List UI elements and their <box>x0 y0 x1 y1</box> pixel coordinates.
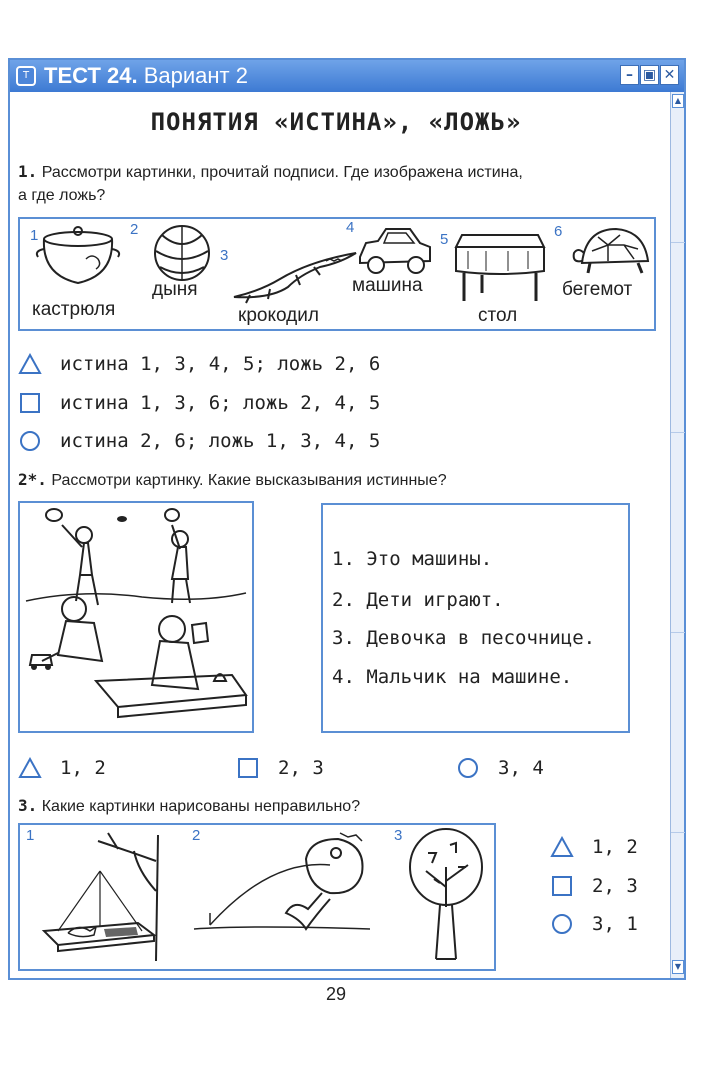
q2-statements-box <box>321 503 630 733</box>
q1-option-square[interactable] <box>18 391 438 417</box>
square-icon <box>18 392 42 414</box>
q3-number: 3. <box>18 796 38 815</box>
q1-picture-number: 2 <box>130 221 139 238</box>
crocodile-picture <box>230 245 360 305</box>
q1-picture-number: 6 <box>554 223 563 240</box>
restore-icon[interactable]: ▣ <box>640 65 659 85</box>
children-playing-picture <box>22 505 250 729</box>
q1-picture-label: стол <box>478 305 518 326</box>
fish-fishing-picture <box>190 829 380 939</box>
circle-icon <box>18 430 42 452</box>
option-text: 3, 4 <box>498 757 544 779</box>
pot-picture <box>34 225 124 289</box>
q2-text: Рассмотри картинку. Какие высказывания истинные? <box>51 472 447 489</box>
q1-picture-label: крокодил <box>238 305 319 326</box>
turtle-picture <box>568 223 654 279</box>
q2-statement: 4. Мальчик на машине. <box>332 666 573 688</box>
scroll-down-icon[interactable]: ▼ <box>672 960 684 974</box>
triangle-icon <box>550 836 574 858</box>
title-test-number: ТЕСТ 24. <box>44 63 138 88</box>
q3-option-circle[interactable] <box>550 912 660 938</box>
square-icon <box>550 875 574 897</box>
minimize-icon[interactable]: – <box>620 65 639 85</box>
q3-picture-number: 1 <box>26 827 35 844</box>
q1-pictures-box <box>18 217 656 331</box>
triangle-icon <box>18 353 42 375</box>
option-text: 2, 3 <box>592 875 638 897</box>
page-number: 29 <box>325 984 347 1004</box>
q2-option-square[interactable] <box>236 756 346 782</box>
scroll-up-icon[interactable]: ▲ <box>672 94 684 108</box>
scroll-track-line <box>671 632 685 633</box>
option-text: истина 1, 3, 4, 5; ложь 2, 6 <box>60 353 381 375</box>
q1-picture-label: дыня <box>152 279 198 300</box>
melon-picture <box>152 223 212 283</box>
q2-option-circle[interactable] <box>456 756 566 782</box>
q3-picture-number: 3 <box>394 827 403 844</box>
q1-number: 1. <box>18 162 38 181</box>
scroll-track-line <box>671 432 685 433</box>
q1-text: Рассмотри картинки, прочитай подписи. Где изображена истина, <box>41 164 523 181</box>
q1-picture-number: 5 <box>440 231 449 248</box>
square-icon <box>236 757 260 779</box>
q2-statement: 1. Это машины. <box>332 548 493 570</box>
title-bar <box>10 60 684 92</box>
car-picture <box>356 223 434 277</box>
scroll-track-line <box>671 832 685 833</box>
q2-statement: 2. Дети играют. <box>332 589 504 611</box>
option-text: 2, 3 <box>278 757 324 779</box>
birdfeeder-picture <box>38 831 168 961</box>
q2-picture-box <box>18 501 254 733</box>
q3-option-square[interactable] <box>550 874 660 900</box>
q1-picture-label: кастрюля <box>32 299 116 320</box>
circle-icon <box>456 757 480 779</box>
q2-option-triangle[interactable] <box>18 756 128 782</box>
q1-picture-number: 4 <box>346 219 355 236</box>
option-text: истина 2, 6; ложь 1, 3, 4, 5 <box>60 430 381 452</box>
q2-statement: 3. Девочка в песочнице. <box>332 627 596 649</box>
q1-picture-label: машина <box>352 275 423 296</box>
table-picture <box>452 227 548 305</box>
option-text: 1, 2 <box>592 836 638 858</box>
window-title <box>44 62 248 90</box>
scroll-track-line <box>671 242 685 243</box>
page-title: ПОНЯТИЯ «ИСТИНА», «ЛОЖЬ» <box>150 108 522 136</box>
q3-picture-number: 2 <box>192 827 201 844</box>
q1-text-line2: а где ложь? <box>18 187 106 204</box>
option-text: 3, 1 <box>592 913 638 935</box>
triangle-icon <box>18 757 42 779</box>
q3-option-triangle[interactable] <box>550 835 660 861</box>
vertical-scrollbar[interactable] <box>670 92 684 978</box>
tree-picture <box>406 827 486 965</box>
circle-icon <box>550 913 574 935</box>
q1-text-line1 <box>18 160 523 185</box>
q1-picture-label: бегемот <box>562 279 633 300</box>
book-icon: T <box>16 66 36 86</box>
q2-number: 2*. <box>18 470 47 489</box>
option-text: 1, 2 <box>60 757 106 779</box>
q1-option-triangle[interactable] <box>18 352 438 378</box>
close-icon[interactable]: ✕ <box>660 65 679 85</box>
q1-picture-number: 1 <box>30 227 39 244</box>
q3-pictures-box <box>18 823 496 971</box>
q1-picture-number: 3 <box>220 247 229 264</box>
option-text: истина 1, 3, 6; ложь 2, 4, 5 <box>60 392 381 414</box>
title-variant: Вариант 2 <box>143 63 248 88</box>
q3-text: Какие картинки нарисованы неправильно? <box>41 798 361 815</box>
q1-option-circle[interactable] <box>18 429 438 455</box>
q3-text-line <box>18 794 360 819</box>
q2-text-line <box>18 468 447 493</box>
